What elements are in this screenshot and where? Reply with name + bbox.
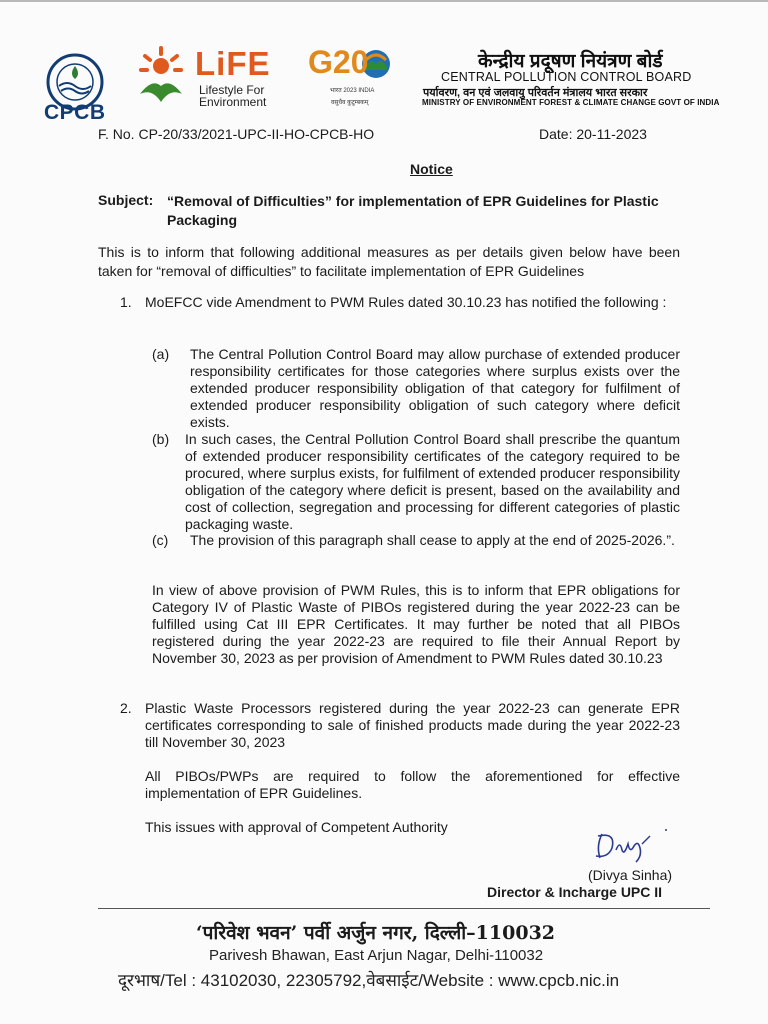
signatory-name: (Divya Sinha)	[588, 867, 673, 883]
life-subtitle	[199, 84, 266, 108]
ministry-english: MINISTRY OF ENVIRONMENT FOREST & CLIMATE CHANGE GOVT OF INDIA	[422, 98, 720, 107]
life-title: LiFE	[195, 45, 271, 82]
item-1-text: MoEFCC vide Amendment to PWM Rules dated 30.10.23 has notified the following :	[145, 294, 667, 310]
signatory-title: Director & Incharge UPC II	[487, 884, 663, 900]
compliance-paragraph: All PIBOs/PWPs are required to follow the aforementioned for effective implementation of EPR Guidelines.	[145, 768, 680, 801]
ministry-hindi: पर्यावरण, वन एवं जलवायु परिवर्तन मंत्रालय भारत सरकार	[423, 87, 648, 99]
subject-label: Subject:	[98, 192, 154, 208]
notice-heading: Notice	[410, 161, 453, 177]
life-emblem-icon	[136, 44, 186, 106]
footer-contact: दूरभाष/Tel : 43102030, 22305792,वेबसाईट/Website : www.cpcb.nic.in	[118, 971, 620, 990]
sub-item-c-text: The provision of this paragraph shall cease to apply at the end of 2025-2026.”.	[190, 532, 675, 548]
sub-item-b-text: In such cases, the Central Pollution Control Board shall prescribe the quantum of extended producer responsibility certificates of the category required to be procured, where surplus exists, for fulfilment of extended producer responsibility obligation of the category where deficit is present, based on the availability and cost of collection, segregation and processing for different categories of plastic packaging waste.	[185, 431, 680, 532]
footer-address-english: Parivesh Bhawan, East Arjun Nagar, Delhi-110032	[209, 947, 544, 964]
sub-item-a-label: (a)	[152, 346, 170, 362]
sub-item-c-label: (c)	[152, 532, 169, 548]
item-2-number: 2.	[120, 700, 132, 716]
sub-item-b-label: (b)	[152, 431, 170, 447]
footer-address-hindi: ‘परिवेश भवन’ पर्वी अर्जुन नगर, दिल्ली–110032	[196, 922, 556, 944]
life-subtitle-line2: Environment	[199, 95, 267, 109]
document-date: Date: 20-11-2023	[539, 126, 647, 142]
cpcb-abbreviation: CPCB	[44, 101, 106, 124]
life-subtitle-line1: Lifestyle For	[199, 83, 265, 97]
intro-paragraph: This is to inform that following additional measures as per details given below have been taken for “removal of difficulties” to facilitate implementation of EPR Guidelines	[98, 244, 680, 279]
in-view-paragraph: In view of above provision of PWM Rules, this is to inform that EPR obligations for Category IV of Plastic Waste of PIBOs registered during the year 2022-23 can be fulfilled using Cat III EPR Certificates. It may further be noted that all PIBOs registered during the year 2022-23 are required to file their Annual Report by November 30, 2023 as per provision of Amendment to PWM Rules dated 30.10.23	[152, 582, 680, 666]
subject-text: “Removal of Difficulties” for implementation of EPR Guidelines for Plastic Packaging	[167, 193, 659, 228]
signature	[590, 826, 680, 866]
item-1-number: 1.	[120, 294, 132, 310]
approval-line: This issues with approval of Competent Authority	[145, 819, 448, 835]
g20-motto: वसुधैव कुटुम्बकम्	[331, 100, 369, 106]
org-name-english: CENTRAL POLLUTION CONTROL BOARD	[441, 70, 692, 84]
g20-title: G20	[308, 44, 369, 80]
g20-year: भारत 2023 INDIA	[330, 88, 375, 94]
sub-item-a-text: The Central Pollution Control Board may allow purchase of extended producer responsibility certificates for those categories where surplus exists over the extended producer responsibility obligation of that category for fulfilment of extended producer responsibility obligation of such category where deficit exists.	[190, 346, 680, 430]
file-number: F. No. CP-20/33/2021-UPC-II-HO-CPCB-HO	[98, 126, 375, 142]
top-rule	[0, 0, 768, 2]
org-name-hindi: केन्द्रीय प्रदूषण नियंत्रण बोर्ड	[478, 51, 663, 72]
footer-divider	[98, 908, 710, 909]
item-2-text: Plastic Waste Processors registered during the year 2022-23 can generate EPR certificates corresponding to sale of finished products made during the year 2022-23 till November 30, 2023	[145, 700, 680, 750]
